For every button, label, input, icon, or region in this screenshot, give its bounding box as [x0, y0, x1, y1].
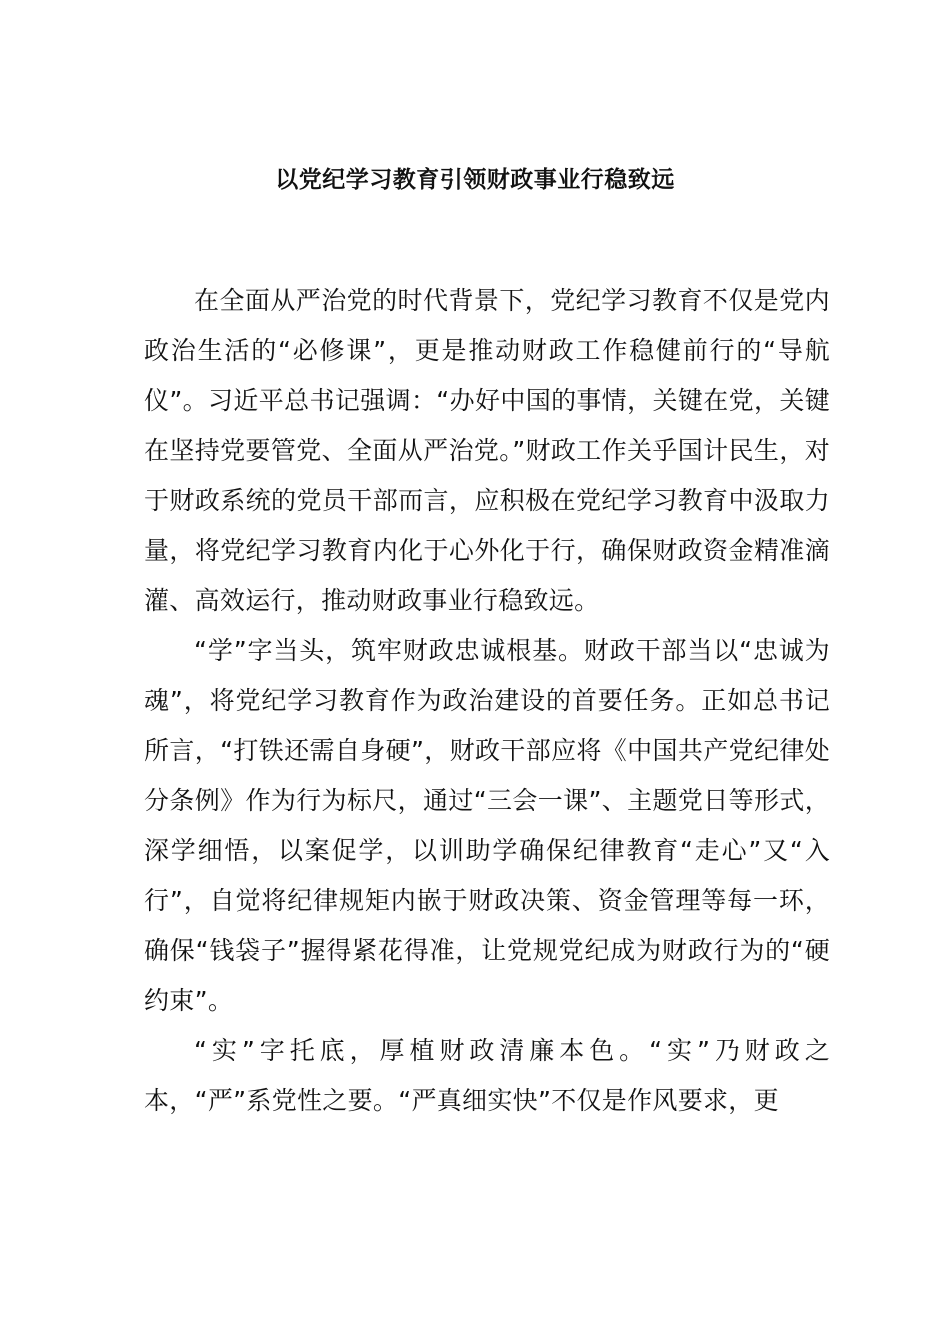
paragraph-intro: 在全面从严治党的时代背景下，党纪学习教育不仅是党内政治生活的“必修课”，更是推动财政工作稳健前行的“导航仪”。习近平总书记强调：“办好中国的事情，关键在党，关键在坚持党要管党、全面从严治党。”财政工作关乎国计民生，对于财政系统的党员干部而言，应积极在党纪学习教育中汲取力量，将党纪学习教育内化于心外化于行，确保财政资金精准滴灌、高效运行，推动财政事业行稳致远。 — [144, 286, 830, 615]
paragraph-practice: “实”字托底，厚植财政清廉本色。“实”乃财政之本，“严”系党性之要。“严真细实快”不仅是作风要求，更 — [144, 1036, 830, 1115]
document-title: 以党纪学习教育引领财政事业行稳致远 — [275, 167, 675, 193]
document-body — [144, 276, 830, 1126]
paragraph-study: “学”字当头，筑牢财政忠诚根基。财政干部当以“忠诚为魂”，将党纪学习教育作为政治建设的首要任务。正如总书记所言，“打铁还需自身硬”，财政干部应将《中国共产党纪律处分条例》作为行为标尺，通过“三会一课”、主题党日等形式，深学细悟，以案促学，以训助学确保纪律教育“走心”又“入行”，自觉将纪律规矩内嵌于财政决策、资金管理等每一环，确保“钱袋子”握得紧花得准，让党规党纪成为财政行为的“硬约束”。 — [144, 636, 830, 1015]
